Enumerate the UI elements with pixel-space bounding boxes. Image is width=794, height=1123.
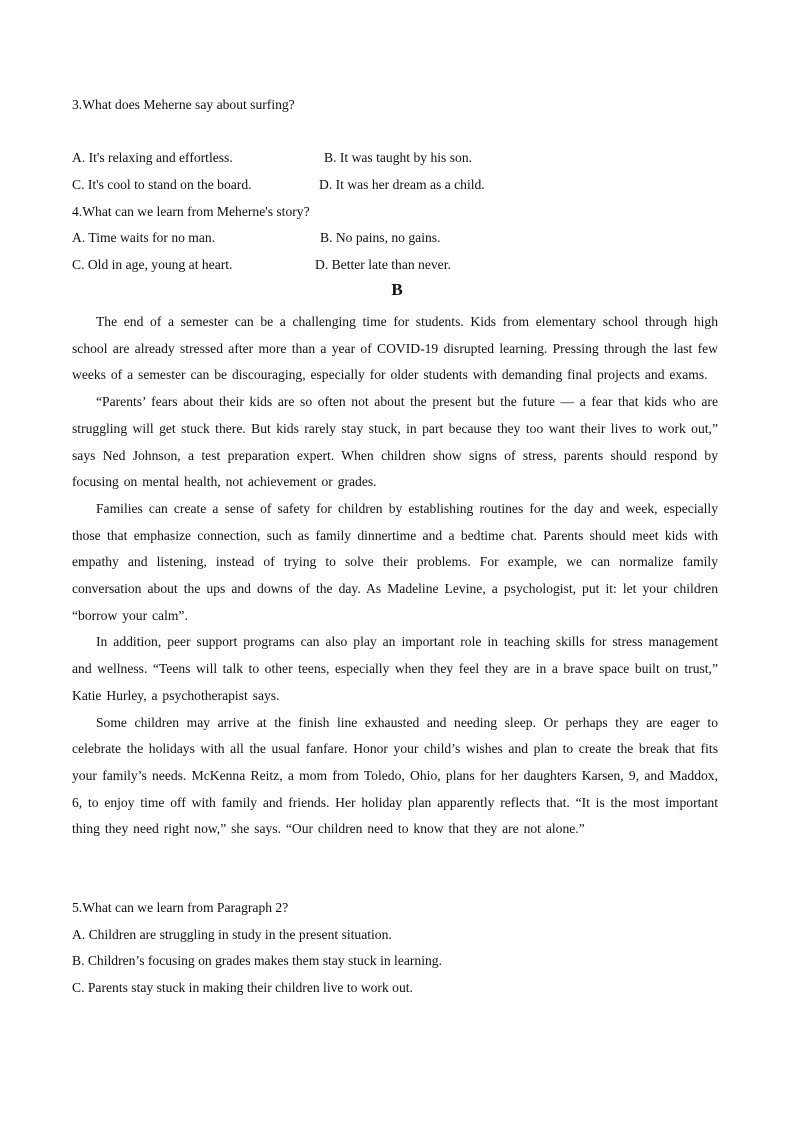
question-5-option-c: C. Parents stay stuck in making their children live to work out. (72, 980, 413, 996)
passage-b (72, 309, 718, 843)
question-3-options-row-2 (72, 176, 485, 194)
question-4-option-c: C. Old in age, young at heart. (72, 257, 233, 272)
question-4-option-d: D. Better late than never. (315, 257, 451, 272)
question-5-stem: 5.What can we learn from Paragraph 2? (72, 900, 289, 915)
question-3-option-b: B. It was taught by his son. (324, 150, 473, 165)
question-5-option-b: B. Children’s focusing on grades makes them stay stuck in learning. (72, 953, 442, 969)
question-4-options-row-2 (72, 256, 451, 274)
question-3-option-c: C. It's cool to stand on the board. (72, 177, 252, 192)
question-3-stem: 3.What does Meherne say about surfing? (72, 97, 295, 112)
passage-paragraph-5: Some children may arrive at the finish line exhausted and needing sleep. Or perhaps they are eager to celebrate the holidays with all the usual fanfare. Honor your child’s wishes and plan to create the break that fits your family’s needs. McKenna Reitz, a mom from Toledo, Ohio, plans for her daughters Karsen, 9, and Maddox, 6, to enjoy time off with family and friends. Her holiday plan apparently reflects that. “It is the most important thing they need right now,” she says. “Our children need to know that they are not alone.” (72, 714, 718, 837)
question-5 (72, 895, 442, 1002)
question-3-options-row-1 (72, 149, 473, 167)
question-4-options-row-1 (72, 229, 441, 247)
passage-paragraph-2: “Parents’ fears about their kids are so often not about the present but the future — a fear that kids who are struggling will get stuck there. But kids rarely stay stuck, in part because they too want their lives to work out,” says Ned Johnson, a test preparation expert. When children show signs of stress, parents should respond by focusing on mental health, not achievement or grades. (72, 394, 718, 490)
question-4-stem: 4.What can we learn from Meherne's story? (72, 204, 310, 219)
question-4-option-a: A. Time waits for no man. (72, 230, 216, 245)
question-3-option-a: A. It's relaxing and effortless. (72, 150, 233, 165)
question-5-option-a: A. Children are struggling in study in the present situation. (72, 926, 392, 942)
passage-paragraph-3: Families can create a sense of safety for children by establishing routines for the day and week, especially those that emphasize connection, such as family dinnertime and a bedtime chat. Parents should meet kids with empathy and listening, instead of trying to solve their problems. For example, we can normalize family conversation about the ups and downs of the day. As Madeline Levine, a psychologist, put it: let your children “borrow your calm”. (72, 500, 718, 623)
passage-paragraph-1: The end of a semester can be a challenging time for students. Kids from elementary school through high school are already stressed after more than a year of COVID-19 disrupted learning. Pressing through the last few weeks of a semester can be discouraging, especially for older students with demanding final projects and exams. (72, 314, 718, 383)
passage-paragraph-4: In addition, peer support programs can also play an important role in teaching skills for stress management and wellness. “Teens will talk to other teens, especially when they feel they are in a brave space built on trust,” Katie Hurley, a psychotherapist says. (72, 634, 718, 703)
question-4-option-b: B. No pains, no gains. (320, 230, 441, 245)
section-b-heading: B (391, 280, 403, 299)
question-3-option-d: D. It was her dream as a child. (319, 177, 485, 192)
